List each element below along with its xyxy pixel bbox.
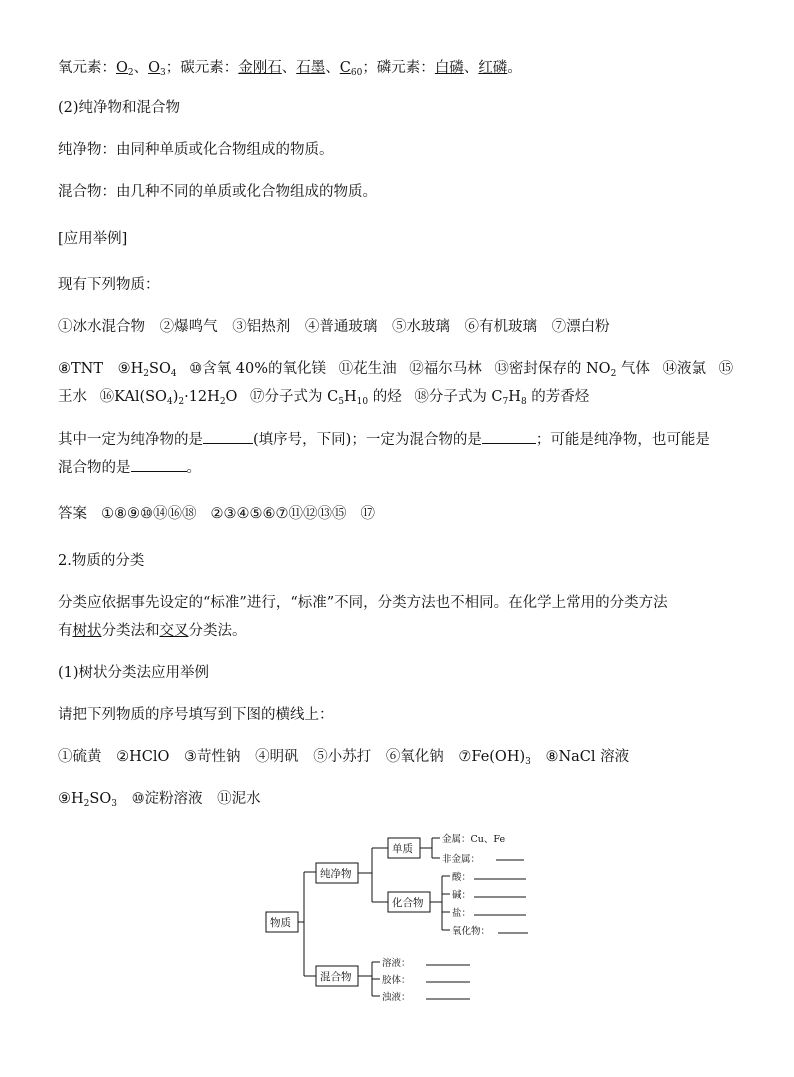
list-item: ⑧TNT bbox=[58, 361, 104, 377]
pure-label: 纯净物 bbox=[320, 868, 352, 880]
salt-label: 盐： bbox=[452, 908, 472, 919]
colloid-label: 胶体： bbox=[382, 975, 411, 986]
list-item: $⑨H_2SO_3$ bbox=[58, 791, 117, 809]
list-item: ⑪泥水 bbox=[217, 791, 261, 807]
list-item: ①冰水混合物 bbox=[58, 319, 145, 335]
items-row-3 bbox=[58, 387, 589, 412]
list-item: ②爆鸣气 bbox=[159, 319, 218, 335]
list-item: ④普通玻璃 bbox=[304, 319, 378, 335]
list-item: ⑥氧化钠 bbox=[385, 749, 444, 765]
o3-formula: $O_3$ bbox=[148, 60, 166, 78]
graphite-text: 石墨 bbox=[296, 60, 326, 76]
o2-formula: $O_2$ bbox=[116, 60, 134, 78]
answer-pure: ①⑧⑨⑩⑭⑯⑱ bbox=[101, 506, 197, 522]
list-item: ⑭液氯 bbox=[662, 361, 707, 377]
list-item: ⑤水玻璃 bbox=[391, 319, 450, 335]
list-item: $⑦Fe(OH)_3$ bbox=[458, 749, 531, 767]
list-item: ⑥有机玻璃 bbox=[464, 319, 538, 335]
answer-label: 答案 bbox=[58, 506, 87, 522]
white-phosphorus-text: 白磷 bbox=[434, 60, 464, 76]
suspension-label: 浊液： bbox=[382, 992, 411, 1003]
c60-formula: $C_{60}$ bbox=[339, 60, 363, 78]
question-line-2: 混合物的是 。 bbox=[58, 457, 201, 478]
answer-blank-mixture[interactable] bbox=[482, 429, 536, 444]
classification-tree-diagram bbox=[260, 826, 560, 1016]
metal-label: 金属：Cu、Fe bbox=[442, 834, 506, 845]
tree-items-row-2 bbox=[58, 789, 261, 814]
items-row-1 bbox=[58, 317, 610, 337]
tree-items-row-1 bbox=[58, 747, 629, 772]
question-line-1: 其中一定为纯净物的是 (填序号，下同)；一定为混合物的是 ；可能是纯净物，也可能是 bbox=[58, 429, 710, 450]
list-item: ④明矾 bbox=[255, 749, 299, 765]
answer-blank-maybe[interactable] bbox=[131, 457, 187, 472]
tree-example-title: (1)树状分类法应用举例 bbox=[58, 665, 210, 681]
list-item: ⑱分子式为 $C_7H_8$ 的芳香烃 bbox=[414, 389, 590, 407]
list-item: ⑦漂白粉 bbox=[551, 319, 610, 335]
acid-label: 酸： bbox=[452, 872, 472, 883]
oxide-label: 氧化物： bbox=[452, 926, 491, 937]
items-row-2 bbox=[58, 359, 733, 384]
list-item: ①硫黄 bbox=[58, 749, 102, 765]
pure-definition: 纯净物：由同种单质或化合物组成的物质。 bbox=[58, 142, 334, 158]
classify-paragraph-2: 有树状分类法和交叉分类法。 bbox=[58, 623, 247, 639]
list-item: $⑯KAl(SO_4)_2\cdot 12H_2O$ bbox=[99, 389, 238, 407]
list-item: ⑪花生油 bbox=[338, 361, 397, 377]
mixture-definition: 混合物：由几种不同的单质或化合物组成的物质。 bbox=[58, 184, 377, 200]
line-element-allotropes: 氧元素：$O_2$、$O_3$；碳元素：金刚石、石墨、$C_{60}$；磷元素：白磷、红磷。 bbox=[58, 60, 522, 78]
compound-label: 化合物 bbox=[392, 897, 424, 909]
section-2-title: 2.物质的分类 bbox=[58, 553, 145, 569]
classify-paragraph-1: 分类应依据事先设定的“标准”进行，“标准”不同，分类方法也不相同。在化学上常用的分类方法 bbox=[58, 595, 668, 611]
base-label: 碱： bbox=[452, 890, 472, 901]
oxygen-label: 氧元素： bbox=[58, 60, 116, 76]
fill-intro: 请把下列物质的序号填写到下图的横线上： bbox=[58, 707, 334, 723]
element-label: 单质 bbox=[392, 843, 413, 855]
red-phosphorus-text: 红磷 bbox=[478, 60, 508, 76]
list-item: ⑤小苏打 bbox=[313, 749, 372, 765]
sub2-title: (2)纯净物和混合物 bbox=[58, 100, 181, 116]
answer-maybe: ⑰ bbox=[360, 506, 375, 522]
list-item: 王水 bbox=[58, 389, 87, 405]
list-item: ⑧NaCl 溶液 bbox=[545, 749, 630, 765]
list-item: ⑮ bbox=[718, 361, 734, 377]
list-item: ⑩淀粉溶液 bbox=[131, 791, 203, 807]
tree-method-text: 树状 bbox=[72, 623, 102, 639]
answer-blank-pure[interactable] bbox=[203, 429, 253, 444]
example-heading: [应用举例] bbox=[58, 231, 128, 247]
root-label: 物质 bbox=[270, 917, 291, 929]
mixture-label: 混合物 bbox=[320, 971, 352, 983]
list-item: ⑰分子式为 $C_5H_{10}$ 的烃 bbox=[250, 389, 402, 407]
list-intro: 现有下列物质： bbox=[58, 277, 160, 293]
list-item: ③铝热剂 bbox=[232, 319, 291, 335]
nonmetal-label: 非金属： bbox=[442, 854, 481, 865]
cross-method-text: 交叉 bbox=[159, 623, 189, 639]
list-item: ③苛性钠 bbox=[183, 749, 241, 765]
list-item: ⑫福尔马林 bbox=[409, 361, 482, 377]
diamond-text: 金刚石 bbox=[238, 60, 282, 76]
list-item: $⑨H_2SO_4$ bbox=[117, 361, 177, 379]
list-item: ⑬密封保存的 $NO_2$ 气体 bbox=[494, 361, 650, 379]
carbon-label: ；碳元素： bbox=[165, 60, 239, 76]
list-item: ⑩含氧 40%的氧化镁 bbox=[189, 361, 327, 377]
answer-mixture: ②③④⑤⑥⑦⑪⑫⑬⑮ bbox=[210, 506, 347, 522]
list-item: ②HClO bbox=[116, 749, 170, 765]
phosphorus-label: ；磷元素： bbox=[362, 60, 435, 76]
solution-label: 溶液： bbox=[382, 958, 411, 969]
answer-line bbox=[58, 504, 389, 524]
